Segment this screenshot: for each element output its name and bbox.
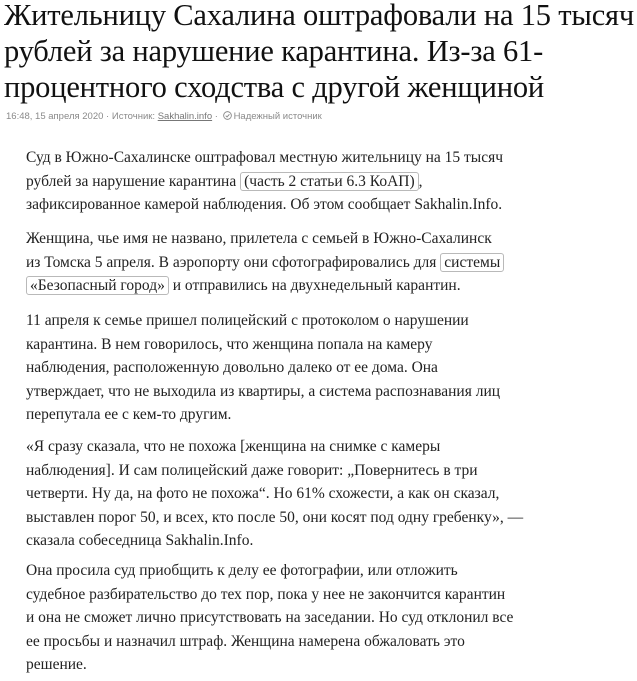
text-fragment: , [418,172,423,190]
text-line: и она не сможет лично присутствовать на заседании. Но суд отклонил все [26,609,514,626]
text-line [26,170,626,194]
article-paragraph-3 [26,309,626,427]
text-fragment: рублей за нарушение карантина [26,172,241,190]
text-line: наблюдения]. И сам полицейский даже говорит: „Повернитесь в три [26,461,478,479]
article-meta [6,111,322,122]
text-line: Женщина, чье имя не названо, прилетела с семьей в Южно-Сахалинск [26,230,492,247]
text-line: перепутала ее с кем-то другим. [26,406,232,423]
text-line: зафиксированное камерой наблюдения. Об этом сообщает Sakhalin.Info. [26,196,503,213]
headline-line: рублей за нарушение карантина. Из-за 61- [4,34,544,68]
article-paragraph-4 [26,435,626,553]
text-line: Суд в Южно-Сахалинске оштрафовал местную жительницу на 15 тысяч [26,149,504,166]
text-line: 11 апреля к семье пришел полицейский с протоколом о нарушении [26,312,469,329]
text-line: наблюдения, расположенную довольно далеко от ее дома. Она [26,359,438,376]
text-line: четверти. Ну да, на фото не похожа“. Но 61% схожести, а как он сказал, [26,485,500,502]
reliability-label: Надежный источник [233,111,322,122]
law-reference-link[interactable]: (часть 2 статьи 6.3 КоАП) [240,172,419,191]
text-line [26,251,626,275]
headline-line: Жительницу Сахалина оштрафовали на 15 тысяч [4,0,634,32]
text-fragment: из Томска 5 апреля. В аэропорту они сфотографировались для [26,253,441,271]
text-line: сказала собеседница Sakhalin.Info. [26,532,254,549]
text-line: Она просила суд приобщить к делу ее фотографии, или отложить [26,562,458,579]
publish-date: 16:48, 15 апреля 2020 [6,111,104,122]
article-paragraph-2 [26,227,626,298]
check-circle-icon [223,111,232,120]
text-line: утверждает, что не выходила из квартиры, а система распознавания лиц [26,382,501,400]
article-headline [4,0,634,105]
headline-line: процентного сходства с другой женщиной [4,70,545,104]
text-line: карантина. В нем говорилось, что женщина попала на камеру [26,335,433,353]
safe-city-link[interactable]: системы [440,253,504,272]
source-link[interactable]: Sakhalin.info [157,111,213,122]
text-line: решение. [26,656,87,673]
text-fragment: и отправились на двухнедельный карантин. [168,277,461,294]
text-line: ее просьбы и назначил штраф. Женщина намерена обжаловать это [26,632,465,650]
article-paragraph-5 [26,559,626,677]
article-paragraph-1 [26,146,626,217]
meta-separator: · [212,111,221,122]
text-line: судебное разбирательство до тех пор, пока у нее не закончится карантин [26,585,506,603]
text-line [26,274,626,298]
source-label: Источник: [111,111,158,122]
meta-separator: · [103,111,112,122]
safe-city-link[interactable]: «Безопасный город» [26,276,169,295]
text-line: выставлен порог 50, и всех, кто после 50, они косят под одну гребенку», — [26,508,524,526]
text-line: «Я сразу сказала, что не похожа [женщина на снимке с камеры [26,438,441,455]
